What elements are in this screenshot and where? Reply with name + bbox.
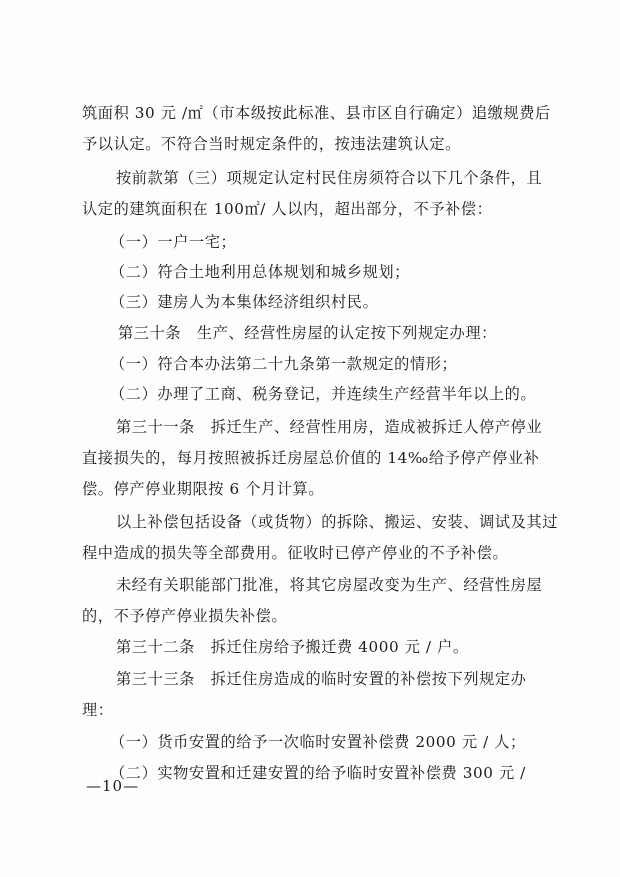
text-line-10: （二）办理了工商、税务登记，并连续生产经营半年以上的。 bbox=[110, 385, 537, 403]
text-line-9: （一）符合本办法第二十九条第一款规定的情形； bbox=[110, 355, 458, 373]
text-line-21: （一）货币安置的给予一次临时安置补偿费 2000 元 / 人； bbox=[110, 733, 526, 751]
text-line-3: 按前款第（三）项规定认定村民住房须符合以下几个条件，且 bbox=[116, 169, 543, 187]
text-line-18: 第三十二条 拆迁住房给予搬迁费 4000 元 / 户。 bbox=[116, 638, 469, 656]
text-line-11: 第三十一条 拆迁生产、经营性用房，造成被拆迁人停产停业 bbox=[116, 418, 543, 436]
text-line-20: 理： bbox=[82, 701, 114, 719]
text-line-19: 第三十三条 拆迁住房造成的临时安置的补偿按下列规定办 bbox=[116, 670, 527, 688]
text-line-5: （一）一户一宅； bbox=[110, 233, 237, 251]
text-line-7: （三）建房人为本集体经济组织村民。 bbox=[110, 293, 379, 311]
text-line-13: 偿。停产停业期限按 6 个月计算。 bbox=[82, 480, 325, 498]
text-line-1: 筑面积 30 元 /㎡（市本级按此标准、县市区自行确定）追缴规费后 bbox=[82, 104, 551, 122]
text-line-2: 予以认定。不符合当时规定条件的，按违法建筑认定。 bbox=[82, 135, 461, 153]
text-line-17: 的，不予停产停业损失补偿。 bbox=[82, 607, 288, 625]
text-line-8: 第三十条 生产、经营性房屋的认定按下列规定办理： bbox=[118, 324, 497, 342]
text-line-12: 直接损失的，每月按照被拆迁房屋总价值的 14‰给予停产停业补 bbox=[82, 449, 540, 467]
page-number: —10— bbox=[86, 777, 140, 795]
text-line-4: 认定的建筑面积在 100㎡/ 人以内，超出部分，不予补偿： bbox=[82, 200, 493, 218]
text-line-22: （二）实物安置和迁建安置的给予临时安置补偿费 300 元 / bbox=[110, 764, 526, 782]
text-line-16: 未经有关职能部门批准，将其它房屋改变为生产、经营性房屋 bbox=[116, 576, 543, 594]
text-line-14: 以上补偿包括设备（或货物）的拆除、搬运、安装、调试及其过 bbox=[116, 513, 559, 531]
text-line-15: 程中造成的损失等全部费用。征收时已停产停业的不予补偿。 bbox=[82, 544, 509, 562]
text-line-6: （二）符合土地利用总体规划和城乡规划； bbox=[110, 263, 410, 281]
